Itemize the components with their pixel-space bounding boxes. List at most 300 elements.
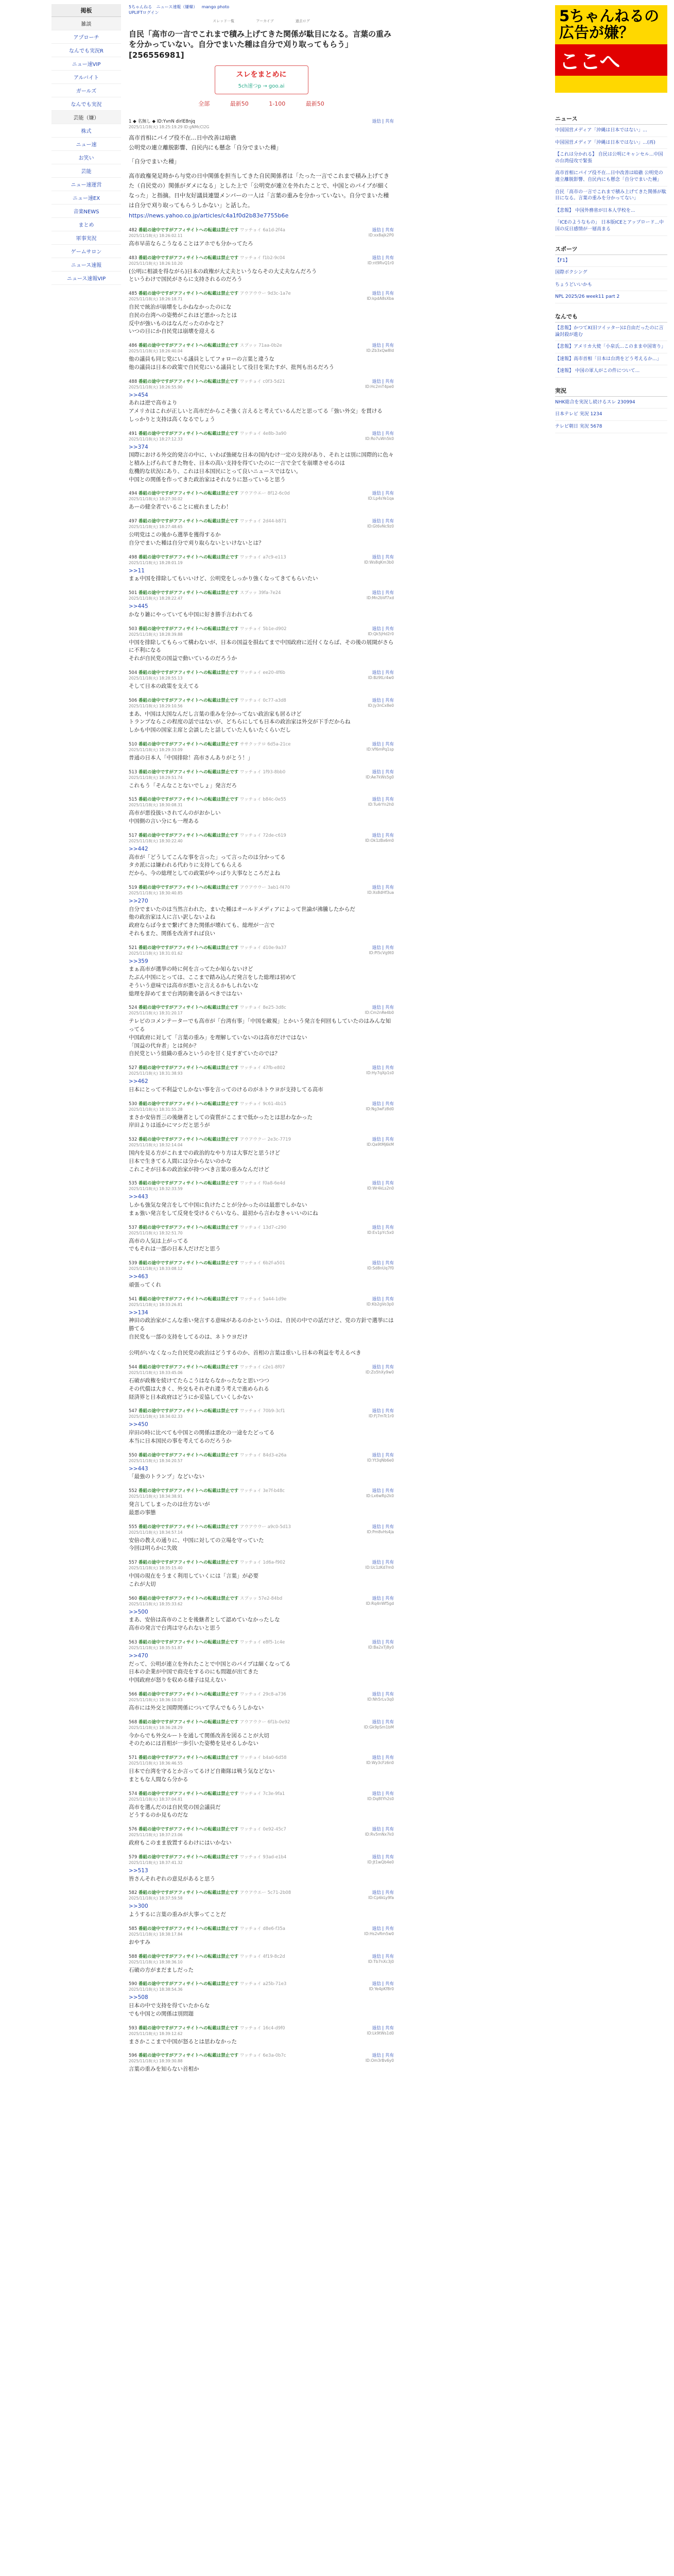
post-header (129, 1452, 394, 1458)
post-header-left (129, 884, 290, 890)
post-text: いつの日にか自民党は崩壊を迎える (129, 328, 215, 335)
post-header (129, 796, 394, 802)
left-nav-item[interactable]: 株式 (51, 124, 121, 138)
post-text: トランプならこの程度の話ではないが、どちらにしても日本の政治家は外交が下手だからね (129, 719, 351, 725)
anchor-link[interactable]: >>134 (129, 1309, 148, 1316)
news-item[interactable]: 【これは分かれる】 自民は公明にキャンセル...中国の台湾侵攻で緊張 (555, 149, 667, 167)
post-reply-share[interactable]: 返信 | 共有 (372, 1890, 394, 1896)
post-reply-share[interactable]: 返信 | 共有 (372, 519, 394, 524)
anchor-link[interactable]: >>508 (129, 1994, 148, 2001)
post-header (129, 1523, 394, 1530)
post-body (129, 710, 394, 735)
post-text: 最悪の事態 (129, 1509, 156, 1516)
post-number[interactable]: 563 (129, 1639, 137, 1645)
post-number[interactable]: 550 (129, 1452, 137, 1458)
post-uid: ID:Lx6wRp2k0 (366, 1494, 394, 1498)
range-link-1-100[interactable]: 1-100 (269, 100, 286, 107)
news-item[interactable]: 中国国営メディア「沖縄は日本ではない」... (555, 125, 667, 137)
post-text: 高市が「どうしてこんな事を言った」って言ったのは分かってる (129, 854, 286, 860)
post-number[interactable]: 497 (129, 519, 137, 524)
post-header-left (129, 1559, 285, 1565)
post-reply-share[interactable]: 返信 | 共有 (372, 1691, 394, 1697)
post-number[interactable]: 482 (129, 227, 137, 233)
poster-name: 番組の途中ですがアフィサイトへの転載は禁止です (138, 1065, 239, 1071)
misc-item[interactable]: 【速報】 中国の軍人がこの件について... (555, 365, 667, 378)
poster-id: ワッチョイ 0e92-45c7 (239, 1827, 286, 1832)
post-date-row (129, 2031, 394, 2037)
post-text: これこそが日本の政治家が持つべき言葉の重みなんだけど (129, 1166, 269, 1173)
post-reply-share[interactable]: 返信 | 共有 (372, 590, 394, 596)
range-link-all[interactable]: 全部 (198, 100, 210, 107)
post-uid: ID:kpdA8sXba (367, 296, 394, 301)
post-header (129, 227, 394, 233)
post-date-row (129, 1530, 394, 1535)
post-number[interactable]: 517 (129, 833, 137, 838)
post-number[interactable]: 527 (129, 1065, 137, 1071)
post-header (129, 342, 394, 348)
left-nav-item[interactable]: ニュー速EX (51, 191, 121, 205)
poster-id: スプッッ 39fa-7e24 (239, 590, 281, 596)
post-reply-share[interactable]: 返信 | 共有 (372, 670, 394, 675)
post-text: 神田の政治家がこんな重い発言する意味があるのかというのは、自民の中での話だけど、党の方針で選挙には勝てる (129, 1317, 394, 1332)
post-date-row (129, 890, 394, 896)
ad-banner[interactable] (555, 5, 667, 93)
post-header (129, 1180, 394, 1186)
post-body (129, 2065, 394, 2074)
anchor-link[interactable]: >>442 (129, 845, 148, 852)
post-number[interactable]: 541 (129, 1296, 137, 1302)
post-body (129, 1572, 394, 1589)
sports-item[interactable]: 国際ボクシング (555, 267, 667, 279)
post-number[interactable]: 515 (129, 797, 137, 803)
post-number[interactable]: 504 (129, 670, 137, 675)
post-body (129, 1078, 394, 1094)
post-number[interactable]: 574 (129, 1791, 137, 1797)
post-reply-share[interactable]: 返信 | 共有 (372, 1755, 394, 1760)
post-text: あーの健全者でいることに疲れましたわ！ (129, 504, 232, 511)
left-nav-item[interactable]: ニュース速報 (51, 258, 121, 272)
post-number[interactable]: 532 (129, 1137, 137, 1142)
poster-id: ワッチョイ b4a0-6d58 (239, 1755, 287, 1760)
poster-name: 番組の途中ですがアフィサイトへの転載は禁止です (138, 1005, 239, 1011)
post-number[interactable]: 488 (129, 379, 137, 384)
post-reply-share[interactable]: 返信 | 共有 (372, 1005, 394, 1011)
ad-line3: ここへ (555, 44, 667, 76)
poster-id: ワッチョイ c2e1-8f07 (239, 1365, 285, 1370)
post (129, 1953, 394, 1975)
post (129, 1100, 394, 1130)
post (129, 378, 394, 424)
post-body (129, 1804, 394, 1820)
post-reply-share[interactable]: 返信 | 共有 (372, 1488, 394, 1494)
post-number[interactable]: 491 (129, 431, 137, 436)
post-number[interactable]: 585 (129, 1926, 137, 1931)
sports-item[interactable]: NPL 2025/26 week11 part 2 (555, 291, 667, 303)
post-date: 2025/11/18(火) 18:26:40.04 (129, 349, 183, 353)
post-body (129, 1967, 394, 1975)
post-reply-share[interactable]: 返信 | 共有 (372, 255, 394, 261)
post-uid: ID:Ba2xTj8y0 (368, 1645, 394, 1650)
post-reply-share[interactable]: 返信 | 共有 (372, 1981, 394, 1987)
post-reply-share[interactable]: 返信 | 共有 (372, 797, 394, 803)
post-reply-share[interactable]: 返信 | 共有 (372, 379, 394, 384)
post-number[interactable]: 593 (129, 2025, 137, 2031)
poster-id: ワッチョイ e8f5-1c4e (239, 1639, 285, 1645)
post-text: どうするのか見ものだな (129, 1812, 188, 1819)
op-line: 高市首相にパイプ役不在…日中改善は暗礁 (129, 134, 236, 141)
post-reply-share[interactable]: 返信 | 共有 (372, 1101, 394, 1107)
left-nav-item[interactable]: ガールズ (51, 84, 121, 97)
post (129, 669, 394, 691)
anchor-link[interactable]: >>445 (129, 603, 148, 609)
post-reply-share[interactable]: 返信 | 共有 (372, 769, 394, 775)
post-reply-share[interactable]: 返信 | 共有 (372, 1719, 394, 1725)
post-header-left (129, 1487, 285, 1494)
post-number[interactable]: 513 (129, 769, 137, 775)
post-header-left (129, 796, 286, 802)
jitsu-item[interactable]: 日本テレビ 実況 1234 (555, 409, 667, 421)
anchor-link[interactable]: >>11 (129, 567, 145, 574)
post-reply-share[interactable]: 返信 | 共有 (372, 1954, 394, 1959)
post-reply-share[interactable]: 返信 | 共有 (372, 833, 394, 838)
range-link-latest50-2[interactable]: 最新50 (305, 100, 324, 107)
news-item[interactable]: 高市首相にパイプ役不在…日中改善は暗礁 公明党の連立離脱影響、自民内にも懸念「自分でまいた種」 (555, 167, 667, 186)
post-reply-share[interactable]: 返信 | 共有 (372, 491, 394, 497)
post-reply-share[interactable]: 返信 | 共有 (372, 1791, 394, 1797)
left-nav-item[interactable]: ニュー速VIP (51, 57, 121, 71)
post-header (129, 1925, 394, 1931)
post-number[interactable]: 510 (129, 741, 137, 747)
post-text: 高市を選んだのは自民党の国会議員だ (129, 1804, 221, 1810)
post-number[interactable]: 535 (129, 1181, 137, 1187)
post (129, 697, 394, 735)
post-uid: ID:Cp6kLy9fa (368, 1895, 394, 1901)
breadcrumb-link-board[interactable]: ニュース速報（嫌韓） (156, 5, 198, 9)
post-number[interactable]: 557 (129, 1560, 137, 1565)
sub-nav-thread-list[interactable]: スレッド一覧 (213, 19, 235, 23)
post-header-left (129, 1296, 286, 1302)
post-reply-share[interactable]: 返信 | 共有 (372, 1065, 394, 1071)
post-text: 本当に日本国民の事を考えてるのだろうか (129, 1437, 232, 1444)
login-link[interactable]: UPLIFTログイン (129, 10, 159, 15)
post-text: 岸田よりは遥かにマシだと思うが (129, 1122, 210, 1129)
post-reply-share[interactable]: 返信 | 共有 (372, 1225, 394, 1230)
left-nav-item[interactable]: ニュー速 (51, 138, 121, 151)
post-header-left (129, 1719, 290, 1725)
poster-id: ワッチョイ f0a8-6e4d (239, 1181, 285, 1187)
post-date: 2025/11/18(火) 18:26:18.71 (129, 297, 183, 301)
post (129, 1719, 394, 1749)
post-number[interactable]: 552 (129, 1488, 137, 1494)
poster-id: ワッチョイ 8e25-3d8c (239, 1005, 286, 1011)
post-reply-share[interactable]: 返信 | 共有 (372, 1452, 394, 1458)
post-date: 2025/11/18(火) 18:33:08.12 (129, 1266, 183, 1271)
post-reply-share[interactable]: 返信 | 共有 (372, 1181, 394, 1187)
post-number[interactable]: 494 (129, 491, 137, 497)
ad-line2: 広告が嫌？ (559, 23, 634, 41)
post-number[interactable]: 506 (129, 698, 137, 703)
post-reply-share[interactable]: 返信 | 共有 (372, 343, 394, 348)
post-number[interactable]: 582 (129, 1890, 137, 1896)
post-number[interactable]: 576 (129, 1827, 137, 1832)
post-number[interactable]: 560 (129, 1596, 137, 1601)
post-header-left (129, 1408, 285, 1414)
post (129, 290, 394, 336)
post-reply-share[interactable]: 返信 | 共有 (372, 2053, 394, 2059)
anchor-link[interactable]: >>359 (129, 958, 148, 964)
post-reply-share[interactable]: 返信 | 共有 (372, 945, 394, 951)
post (129, 1260, 394, 1290)
post-uid: ID:Ws8qKm3b0 (364, 560, 394, 565)
sports-item[interactable]: 【F1】 (555, 255, 667, 267)
post-reply-share[interactable]: 返信 | 共有 (372, 431, 394, 436)
post-number[interactable]: 530 (129, 1101, 137, 1107)
post-reply-share[interactable]: 返信 | 共有 (372, 1639, 394, 1645)
post-uid: ID:Pl5cVg9t0 (369, 950, 394, 955)
post-reply-share[interactable]: 返信 | 共有 (372, 1137, 394, 1142)
post-date-row (129, 675, 394, 681)
anchor-link[interactable]: >>270 (129, 897, 148, 904)
left-nav-item[interactable]: ニュース速報VIP (51, 272, 121, 285)
poster-id: アウアウクー 6f1b-0e92 (239, 1719, 290, 1725)
left-nav-item[interactable]: 音楽NEWS (51, 205, 121, 218)
left-nav-item[interactable]: アプローチ (51, 30, 121, 44)
post-date-row (129, 632, 394, 637)
post-body (129, 782, 394, 790)
anchor-link[interactable]: >>500 (129, 1608, 148, 1615)
post-number[interactable]: 588 (129, 1954, 137, 1959)
misc-item[interactable]: 【速報】高市首相「日本は台湾をどう考えるか...」 (555, 353, 667, 366)
post-range-links (129, 99, 394, 108)
post-body (129, 603, 394, 619)
op-source-link[interactable]: https://news.yahoo.co.jp/articles/c4a1f0d2b83e7755b6e (129, 212, 289, 219)
post-header-left (129, 944, 286, 951)
post-header (129, 944, 394, 951)
left-nav-item[interactable]: 芸能（嫌） (51, 111, 121, 124)
post-number[interactable]: 590 (129, 1981, 137, 1987)
post (129, 1408, 394, 1445)
anchor-link[interactable]: >>443 (129, 1465, 148, 1472)
post-text: 自民の台湾への姿勢がこれほど悪かったとは (129, 312, 237, 318)
post (129, 1790, 394, 1820)
post-date: 2025/11/18(火) 18:28:01.19 (129, 560, 183, 565)
news-item[interactable]: 自民「高市の一言でこれまで積み上げてきた関係が駄目になる。言葉の重みを分かってない」 (555, 187, 667, 205)
post-date-row (129, 1565, 394, 1571)
post-uid: ID:Ro7uWn5k0 (365, 436, 394, 441)
post-date: 2025/11/18(火) 18:34:20.57 (129, 1458, 183, 1463)
post-number[interactable]: 579 (129, 1854, 137, 1860)
left-nav-item[interactable]: ニュー速運営 (51, 178, 121, 191)
left-nav-item[interactable]: まとめ (51, 218, 121, 231)
anchor-link[interactable]: >>463 (129, 1274, 148, 1280)
post-reply-share[interactable]: 返信 | 共有 (372, 1560, 394, 1565)
post-text: これもう「そんなことないでしょ」発言だろ (129, 782, 237, 789)
poster-name: 番組の途中ですがアフィサイトへの転載は禁止です (138, 1954, 239, 1959)
post-header (129, 669, 394, 675)
anchor-link[interactable]: >>513 (129, 1867, 148, 1874)
post-header-left (129, 1889, 291, 1895)
anchor-link[interactable]: >>454 (129, 392, 148, 398)
post-number[interactable]: 501 (129, 590, 137, 596)
jitsu-item[interactable]: テレビ朝日 実況 5678 (555, 421, 667, 433)
sub-nav-log[interactable]: 過去ログ (295, 19, 310, 23)
breadcrumb-link-home[interactable]: 5ちゃんねる (129, 5, 152, 9)
post-reply-share[interactable]: 返信 | 共有 (372, 626, 394, 632)
post-date-row (129, 1725, 394, 1731)
news-item[interactable]: 「ICEのようなもの」 日本版ICEとアップロード...中国の反日感情が一層高まる (555, 217, 667, 235)
anchor-link[interactable]: >>443 (129, 1194, 148, 1200)
post-number[interactable]: 571 (129, 1755, 137, 1760)
post-number[interactable]: 503 (129, 626, 137, 632)
post-text: 今からでも外交ルートを通して関係改善を図ることが大切 (129, 1732, 269, 1739)
poster-id: ワッチョイ 4f19-8c2d (239, 1954, 285, 1959)
post-number[interactable]: 521 (129, 945, 137, 951)
post-uid: ID:Fj7mTc1r0 (368, 1414, 394, 1419)
left-nav-item[interactable]: 雑談 (51, 17, 121, 30)
summary-banner[interactable] (215, 65, 308, 94)
breadcrumb-link-tag[interactable]: mango photo (201, 5, 230, 9)
post-body (129, 1768, 394, 1784)
post-reply-share[interactable]: 返信 | 共有 (372, 1365, 394, 1370)
post-number[interactable]: 555 (129, 1524, 137, 1530)
post-text: まぁ強い発言をして反発を受けるぐらいなら、最初から言わなきゃいいのにね (129, 1210, 318, 1216)
post-number[interactable]: 566 (129, 1691, 137, 1697)
post-uid: ID:Hy7qXp1s0 (366, 1071, 394, 1075)
post-uid: ID:Lp4sYe1qa (368, 496, 394, 501)
post-body (129, 1652, 394, 1685)
left-nav-item[interactable]: アルバイト (51, 71, 121, 84)
post-number[interactable]: 483 (129, 255, 137, 261)
jitsu-item[interactable]: NHK総合を実況し続けるスレ 230994 (555, 397, 667, 409)
post (129, 1296, 394, 1358)
post-date: 2025/11/18(火) 18:34:57.14 (129, 1530, 183, 1535)
post-text: まさか安倍晋三の後継者としての資質がここまで低かったとは思わなかった (129, 1114, 313, 1121)
op-reply-share[interactable]: 返信 | 共有 (372, 118, 394, 124)
post-number[interactable]: 568 (129, 1719, 137, 1725)
post-reply-share[interactable]: 返信 | 共有 (372, 1409, 394, 1414)
left-nav-item[interactable]: 軍事実況 (51, 231, 121, 245)
post-reply-share[interactable]: 返信 | 共有 (372, 1596, 394, 1601)
post-number[interactable]: 498 (129, 554, 137, 560)
post-number[interactable]: 519 (129, 885, 137, 890)
post-reply-share[interactable]: 返信 | 共有 (372, 1524, 394, 1530)
post-body (129, 1273, 394, 1290)
post-number[interactable]: 524 (129, 1005, 137, 1011)
post-reply-share[interactable]: 返信 | 共有 (372, 2025, 394, 2031)
poster-id: ワッチョイ 1f93-8bb0 (239, 769, 286, 775)
post-text: 岸田の時に比べても中国との関係は悪化の一途をたどってる (129, 1430, 275, 1436)
news-item[interactable]: 中国国営メディア「沖縄は日本ではない」...(再) (555, 137, 667, 149)
anchor-link[interactable]: >>374 (129, 444, 148, 450)
post-header (129, 1754, 394, 1760)
post-body (129, 1465, 394, 1482)
anchor-link[interactable]: >>300 (129, 1903, 148, 1910)
post-body (129, 240, 394, 248)
post-date-row (129, 703, 394, 709)
post-reply-share[interactable]: 返信 | 共有 (372, 291, 394, 296)
left-nav-item[interactable]: ゲームサロン (51, 245, 121, 258)
post-uid: ID:Uc1zKd7m0 (365, 1565, 394, 1570)
post-header (129, 1064, 394, 1071)
post-reply-share[interactable]: 返信 | 共有 (372, 698, 394, 703)
post-body (129, 1309, 394, 1358)
post-date: 2025/11/18(火) 18:29:33.09 (129, 747, 183, 752)
post-header (129, 697, 394, 703)
post-number[interactable]: 537 (129, 1225, 137, 1230)
post-uid: ID:Cm2nRe4b0 (365, 1010, 394, 1015)
post-reply-share[interactable]: 返信 | 共有 (372, 1261, 394, 1266)
post-text: 経済界と日本政府はどうにか妥協していくしかない (129, 1394, 253, 1400)
post-number[interactable]: 485 (129, 291, 137, 296)
post-text: 高市の発言で台湾は守られないと思う (129, 1625, 221, 1631)
news-item[interactable]: 【悲報】 中国外務省が日本人学校を... (555, 205, 667, 217)
misc-item[interactable]: 【悲報】アメリカ大使「小泉氏...このまま中国寄り」 (555, 341, 667, 353)
post-reply-share[interactable]: 返信 | 共有 (372, 885, 394, 890)
post-header (129, 1980, 394, 1987)
post-number[interactable]: 486 (129, 343, 137, 348)
post-header (129, 625, 394, 632)
post-reply-share[interactable]: 返信 | 共有 (372, 554, 394, 560)
poster-id: アウアウエー 5c71-2b08 (239, 1890, 291, 1896)
post-date: 2025/11/18(火) 18:31:38.93 (129, 1071, 183, 1076)
post-number[interactable]: 544 (129, 1365, 137, 1370)
post-reply-share[interactable]: 返信 | 共有 (372, 227, 394, 233)
poster-id: ワッチョイ f1b2-9c04 (239, 255, 285, 261)
post-reply-share[interactable]: 返信 | 共有 (372, 741, 394, 747)
anchor-link[interactable]: >>470 (129, 1652, 148, 1659)
post-date-row (129, 348, 394, 354)
poster-name: 番組の途中ですがアフィサイトへの転載は禁止です (138, 1181, 239, 1187)
post-number[interactable]: 547 (129, 1409, 137, 1414)
sub-nav-archive[interactable]: アーカイブ (256, 19, 274, 23)
post-body (129, 1903, 394, 1919)
misc-item[interactable]: 【悲報】かつてX(旧ツイッター)は自由だったのに言論封殺が進む (555, 323, 667, 341)
post-reply-share[interactable]: 返信 | 共有 (372, 1926, 394, 1931)
post-date: 2025/11/18(火) 18:35:33.62 (129, 1601, 183, 1606)
left-nav (51, 4, 121, 285)
post-header-left (129, 1790, 285, 1797)
post-date: 2025/11/18(火) 18:38:36.10 (129, 1959, 183, 1964)
post-text: 中国側の言い分にも一理ある (129, 818, 199, 824)
post-header-left (129, 1754, 287, 1760)
poster-id: ワッチョイ 6b2f-a501 (239, 1261, 285, 1266)
poster-id: ワッチョイ 6e3a-0b7c (239, 2053, 286, 2059)
post-header-left (129, 2052, 286, 2058)
post-date-row (129, 2058, 394, 2064)
post-header (129, 1691, 394, 1697)
post-reply-share[interactable]: 返信 | 共有 (372, 1827, 394, 1832)
post-text: しっかりと支持は高くなるでしょう (129, 416, 215, 422)
anchor-link[interactable]: >>450 (129, 1421, 148, 1428)
post-number[interactable]: 596 (129, 2053, 137, 2059)
left-nav-item[interactable]: 芸能 (51, 164, 121, 178)
poster-id: ワッチョイ 3e7f-b48c (239, 1488, 285, 1494)
anchor-link[interactable]: >>462 (129, 1078, 148, 1084)
post-number[interactable]: 539 (129, 1261, 137, 1266)
post-body (129, 1377, 394, 1401)
left-nav-item[interactable]: なんでも実況 (51, 97, 121, 111)
poster-id: スプッッ 71aa-0b2e (239, 343, 282, 348)
left-nav-item[interactable]: なんでも実況R (51, 44, 121, 57)
post-reply-share[interactable]: 返信 | 共有 (372, 1854, 394, 1860)
post-uid: ID:Gk9pSm1bM (364, 1724, 394, 1730)
left-nav-item[interactable]: お笑い (51, 151, 121, 164)
sports-item[interactable]: ちょうどいいかも (555, 279, 667, 292)
post-uid: ID:nt9RvQ1r0 (367, 260, 394, 265)
range-link-latest50[interactable]: 最新50 (230, 100, 249, 107)
poster-id: アウアウウー 3ab1-f470 (239, 885, 290, 890)
post-reply-share[interactable]: 返信 | 共有 (372, 1296, 394, 1302)
